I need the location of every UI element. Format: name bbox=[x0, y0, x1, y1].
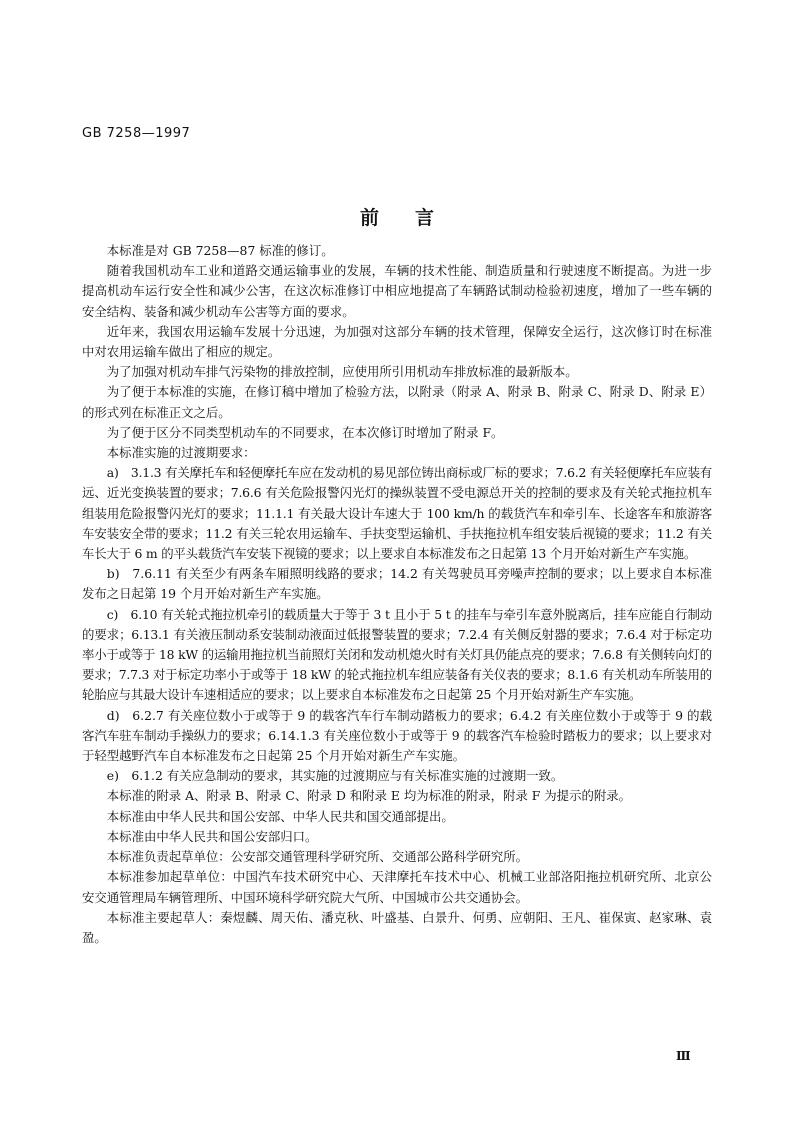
paragraph: 为了加强对机动车排气污染物的排放控制，应使用所引用机动车排放标准的最新版本。 bbox=[106, 364, 578, 380]
paragraph: 为了便于本标准的实施，在修订稿中增加了检验方法，以附录（附录 A、附录 B、附录 C、附录 D、附录 E）的形式列在标准正文之后。 bbox=[82, 384, 712, 420]
transition-item-a: a) 3.1.3 有关摩托车和轻便摩托车应在发动机的易见部位铸出商标或厂标的要求；7.6.2 有关轻便摩托车应装有远、近光变换装置的要求；7.6.6 有关危险报警闪光灯的操纵装置不受电源总开关的控制的要求及有关轮式拖拉机车组装用危险报警闪光灯的要求；11.1.1 有关最大设计车速大于 100 km/h 的载货汽车和牵引车、长途客车和旅游客车安装安全带的要求；11.2 有关三轮农用运输车、手扶变型运输机、手扶拖拉机车组安装后视镜的要求；11.2 有关车长大于 6 m 的平头载货汽车安装下视镜的要求；以上要求自本标准发布之日起第 13 个月开始对新生产车实施。 bbox=[82, 465, 712, 562]
transition-item-e: e) 6.1.2 有关应急制动的要求，其实施的过渡期应与有关标准实施的过渡期一致。 bbox=[106, 768, 564, 784]
paragraph: 本标准的附录 A、附录 B、附录 C、附录 D 和附录 E 均为标准的附录，附录 F 为提示的附录。 bbox=[106, 788, 632, 804]
paragraph: 本标准由中华人民共和国公安部归口。 bbox=[106, 828, 318, 844]
foreword-body bbox=[82, 241, 712, 948]
paragraph: 本标准实施的过渡期要求： bbox=[106, 445, 256, 461]
standard-code: GB 7258—1997 bbox=[82, 126, 191, 141]
paragraph: 本标准是对 GB 7258—87 标准的修订。 bbox=[106, 243, 334, 258]
transition-item-d: d) 6.2.7 有关座位数小于或等于 9 的载客汽车行车制动踏板力的要求；6.4.2 有关座位数小于或等于 9 的载客汽车驻车制动手操纵力的要求；6.14.1.3 有关座位数小于或等于 9 的载客汽车检验时踏板力的要求；以上要求对于轻型越野汽车自本标准发布之日起第 25 个月开始对新生产车实施。 bbox=[82, 707, 712, 764]
title-char-1: 前 bbox=[359, 207, 379, 229]
paragraph: 本标准主要起草人：秦煜麟、周天佑、潘克秋、叶盛基、白景升、何勇、应朝阳、王凡、崔保寅、赵家琳、袁盈。 bbox=[82, 909, 712, 945]
paragraph: 近年来，我国农用运输车发展十分迅速，为加强对这部分车辆的技术管理，保障安全运行，这次修订时在标准中对农用运输车做出了相应的规定。 bbox=[82, 323, 712, 360]
paragraph: 本标准负责起草单位：公安部交通管理科学研究所、交通部公路科学研究所。 bbox=[106, 849, 529, 865]
foreword-title bbox=[0, 203, 794, 230]
paragraph: 本标准参加起草单位：中国汽车技术研究中心、天津摩托车技术中心、机械工业部洛阳拖拉机研究所、北京公安交通管理局车辆管理所、中国环境科学研究院大气所、中国城市公共交通协会。 bbox=[82, 869, 712, 905]
paragraph: 本标准由中华人民共和国公安部、中华人民共和国交通部提出。 bbox=[106, 808, 454, 824]
paragraph: 随着我国机动车工业和道路交通运输事业的发展，车辆的技术性能、制造质量和行驶速度不断提高。为进一步提高机动车运行安全性和减少公害，在这次标准修订中相应地提高了车辆路试制动检验初速度，增加了一些车辆的安全结构、装备和减少机动车公害等方面的要求。 bbox=[82, 263, 712, 319]
page-number: Ⅲ bbox=[676, 1049, 691, 1063]
transition-item-c: c) 6.10 有关轮式拖拉机牵引的载质量大于等于 3 t 且小于 5 t 的挂车与牵引车意外脱离后，挂车应能自行制动的要求；6.13.1 有关液压制动系安装制动液面过低报警装置的要求；7.2.4 有关侧反射器的要求；7.6.4 对于标定功率小于或等于 18 kW 的运输用拖拉机当前照灯关闭和发动机熄火时有关灯具仍能点亮的要求；7.6.8 有关侧转向灯的要求；7.7.3 对于标定功率小于或等于 18 kW 的轮式拖拉机车组应装备有关仪表的要求；8.1.6 有关机动车所装用的轮胎应与其最大设计车速相适应的要求；以上要求自本标准发布之日起第 25 个月开始对新生产车实施。 bbox=[82, 606, 712, 703]
transition-item-b: b) 7.6.11 有关至少有两条车厢照明线路的要求；14.2 有关驾驶员耳旁噪声控制的要求；以上要求自本标准发布之日起第 19 个月开始对新生产车实施。 bbox=[82, 566, 712, 602]
paragraph: 为了便于区分不同类型机动车的不同要求，在本次修订时增加了附录 F。 bbox=[106, 424, 504, 440]
title-char-2: 言 bbox=[415, 207, 435, 229]
